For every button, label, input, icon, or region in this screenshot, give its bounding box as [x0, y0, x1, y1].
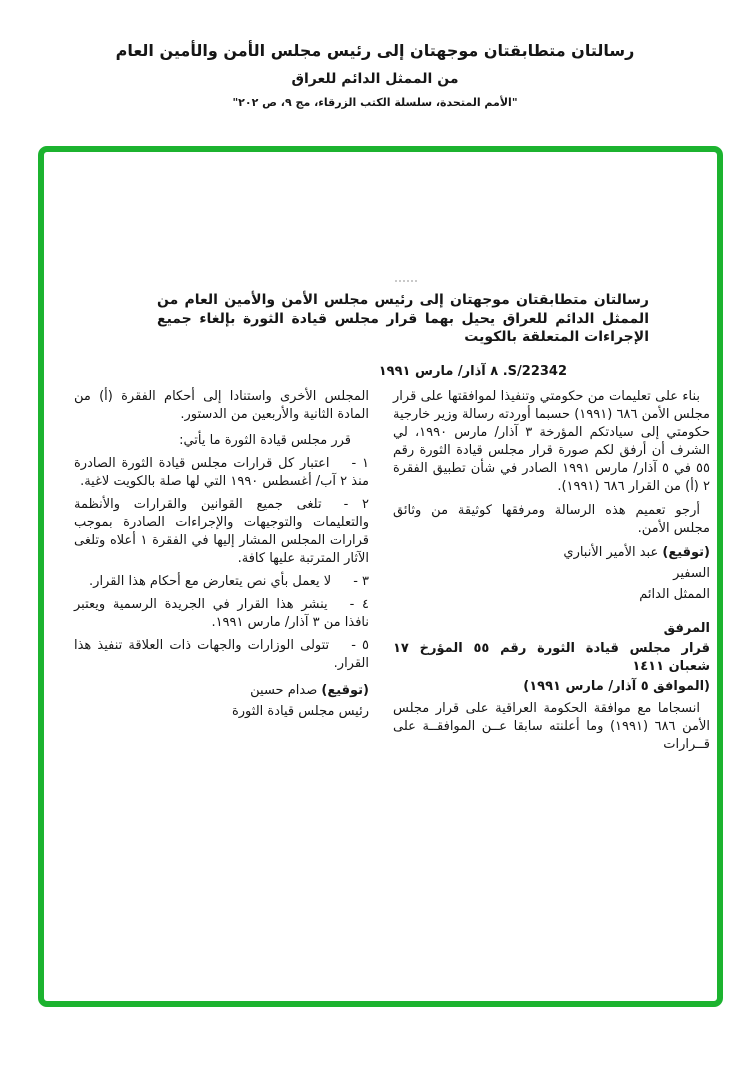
letter-signature-line — [393, 544, 710, 562]
signature-label: (توقيع) — [662, 545, 710, 560]
decision-intro: قرر مجلس قيادة الثورة ما يأتي: — [179, 433, 351, 448]
decision-item — [74, 455, 369, 491]
decision-item — [74, 496, 369, 568]
decision-item-number: ٢ - — [343, 497, 369, 512]
scan-artifact — [395, 280, 417, 282]
decision-item-number: ٣ - — [353, 574, 369, 589]
attachment-date-line: (الموافق ٥ آذار/ مارس ١٩٩١) — [523, 679, 710, 694]
signature-label: (توقيع) — [321, 683, 369, 698]
signature-title-ambassador: السفير — [673, 566, 710, 581]
decision-item-text: ينشر هذا القرار في الجريدة الرسمية ويعتبر نافذا من ٣ آذار/ مارس ١٩٩١. — [74, 597, 369, 630]
attachment-opening-paragraph: انسجاما مع موافقة الحكومة العراقية على قرار مجلس الأمن ٦٨٦ (١٩٩١) وما أعلنته سابقا عــن الموافقــة على قــرارات — [393, 701, 710, 752]
document-title: رسالتان متطابقتان موجهتان إلى رئيس مجلس الأمن والأمين العام من الممثل الدائم للعراق يحيل بهما قرار مجلس قيادة الثورة بإلغاء جميع الإجراءات المتعلقة بالكويت — [157, 292, 649, 345]
header-subtitle: من الممثل الدائم للعراق — [291, 71, 459, 87]
decision-item — [74, 573, 369, 591]
decision-item-text: تتولى الوزارات والجهات ذات العلاقة تنفيذ هذا القرار. — [74, 638, 369, 671]
letter-column — [393, 388, 710, 754]
letter-paragraph-2: أرجو تعميم هذه الرسالة ومرفقها كوثيقة من وثائق مجلس الأمن. — [393, 503, 710, 536]
document-symbol-date: S/22342. ٨ آذار/ مارس ١٩٩١ — [378, 364, 567, 379]
page-header — [0, 41, 750, 109]
document-frame — [38, 146, 723, 1007]
attachment-title-line: قرار مجلس قيادة الثورة رقم ٥٥ المؤرخ ١٧ شعبان ١٤١١ — [393, 641, 710, 674]
decision-item-text: اعتبار كل قرارات مجلس قيادة الثورة الصادرة منذ ٢ آب/ أغسطس ١٩٩٠ التي لها صلة بالكويت لاغية. — [74, 456, 369, 489]
signature-title-rcc-chairman: رئيس مجلس قيادة الثورة — [231, 704, 369, 719]
decision-column — [74, 388, 369, 754]
header-title: رسالتان متطابقتان موجهتان إلى رئيس مجلس الأمن والأمين العام — [115, 41, 635, 60]
signature-name: عبد الأمير الأنباري — [563, 545, 659, 560]
decision-item — [74, 637, 369, 673]
header-source-citation: "الأمم المتحدة، سلسلة الكتب الزرقاء، مج ٩، ص ٢٠٢" — [232, 96, 518, 109]
decision-item-text: لا يعمل بأي نص يتعارض مع أحكام هذا القرار. — [89, 574, 332, 589]
letter-paragraph-1: بناء على تعليمات من حكومتي وتنفيذا لموافقتها على قرار مجلس الأمن ٦٨٦ (١٩٩١) حسبما أوردته رسالة وزير خارجية حكومتي إلى سيادتكم المؤرخة ٣ آذار/ مارس ١٩٩٠، لي الشرف أن أرفق لكم صورة قرار مجلس قيادة الثورة رقم ٥٥ في ٥ آذار/ مارس ١٩٩١ الصادر في شأن تطبيق الفقرة ٢ (أ) من القرار ٦٨٦ (١٩٩١). — [393, 389, 710, 494]
decision-item — [74, 596, 369, 632]
attachment-heading: المرفق — [663, 621, 710, 636]
signature-name: صدام حسين — [250, 683, 318, 698]
signature-title-permanent-representative: الممثل الدائم — [639, 587, 710, 602]
decision-signature-line — [74, 682, 369, 700]
decision-item-number: ٤ - — [349, 597, 370, 612]
two-column-body — [44, 388, 717, 754]
decision-item-number: ١ - — [351, 456, 370, 471]
decision-continuation: المجلس الأخرى واستنادا إلى أحكام الفقرة (أ) من المادة الثانية والأربعين من الدستور. — [74, 389, 369, 422]
decision-item-number: ٥ - — [351, 638, 369, 653]
decision-item-text: تلغى جميع القوانين والقرارات والأنظمة والتعليمات والتوجيهات والإجراءات الصادرة بموجب قرارات المجلس المشار إليها في الفقرة ١ أعلاه وتلغى الآثار المترتبة عليها كافة. — [74, 497, 369, 566]
